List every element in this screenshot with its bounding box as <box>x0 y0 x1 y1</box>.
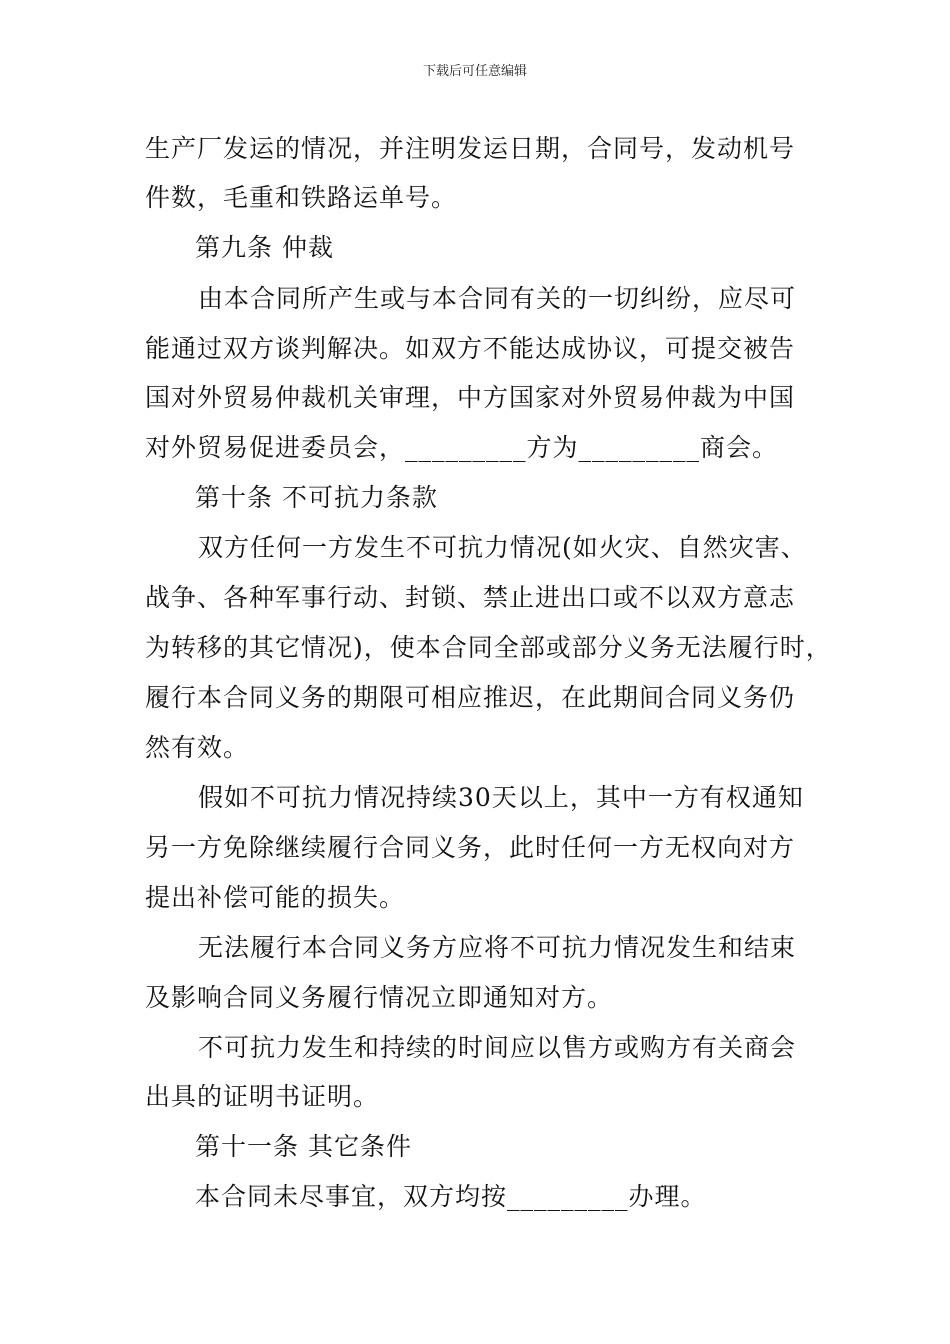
body-line: 战争、各种军事行动、封锁、禁止进出口或不以双方意志 <box>145 583 796 612</box>
body-line: 国对外贸易仲裁机关审理，中方国家对外贸易仲裁为中国 <box>145 383 796 412</box>
page-header: 下载后可任意编辑 <box>422 64 527 79</box>
body-line: 由本合同所产生或与本合同有关的一切纠纷，应尽可 <box>198 284 797 313</box>
body-line: 为转移的其它情况)，使本合同全部或部分义务无法履行时， <box>145 633 832 662</box>
body-line: 履行本合同义务的期限可相应推迟，在此期间合同义务仍 <box>145 683 796 712</box>
body-line: 本合同未尽事宜，双方均按_________办理。 <box>195 1182 707 1211</box>
body-line: 件数，毛重和铁路运单号。 <box>145 183 458 212</box>
body-line: 双方任何一方发生不可抗力情况(如火灾、自然灾害、 <box>198 533 807 562</box>
body-line: 另一方免除继续履行合同义务，此时任何一方无权向对方 <box>145 833 796 862</box>
body-line: 对外贸易促进委员会，_________方为_________商会。 <box>145 433 779 462</box>
body-line: 生产厂发运的情况，并注明发运日期，合同号，发动机号 <box>145 134 796 163</box>
section-heading: 第九条 仲裁 <box>195 233 334 262</box>
body-line: 假如不可抗力情况持续30天以上，其中一方有权通知 <box>198 783 804 812</box>
body-line: 及影响合同义务履行情况立即通知对方。 <box>145 983 614 1012</box>
section-heading: 第十条 不可抗力条款 <box>195 483 438 512</box>
body-line: 然有效。 <box>145 733 250 762</box>
body-line: 能通过双方谈判解决。如双方不能达成协议，可提交被告 <box>145 334 796 363</box>
section-heading: 第十一条 其它条件 <box>195 1132 412 1161</box>
body-line: 出具的证明书证明。 <box>145 1082 380 1111</box>
body-line: 无法履行本合同义务方应将不可抗力情况发生和结束 <box>198 933 797 962</box>
body-line: 提出补偿可能的损失。 <box>145 883 406 912</box>
body-line: 不可抗力发生和持续的时间应以售方或购方有关商会 <box>198 1033 797 1062</box>
